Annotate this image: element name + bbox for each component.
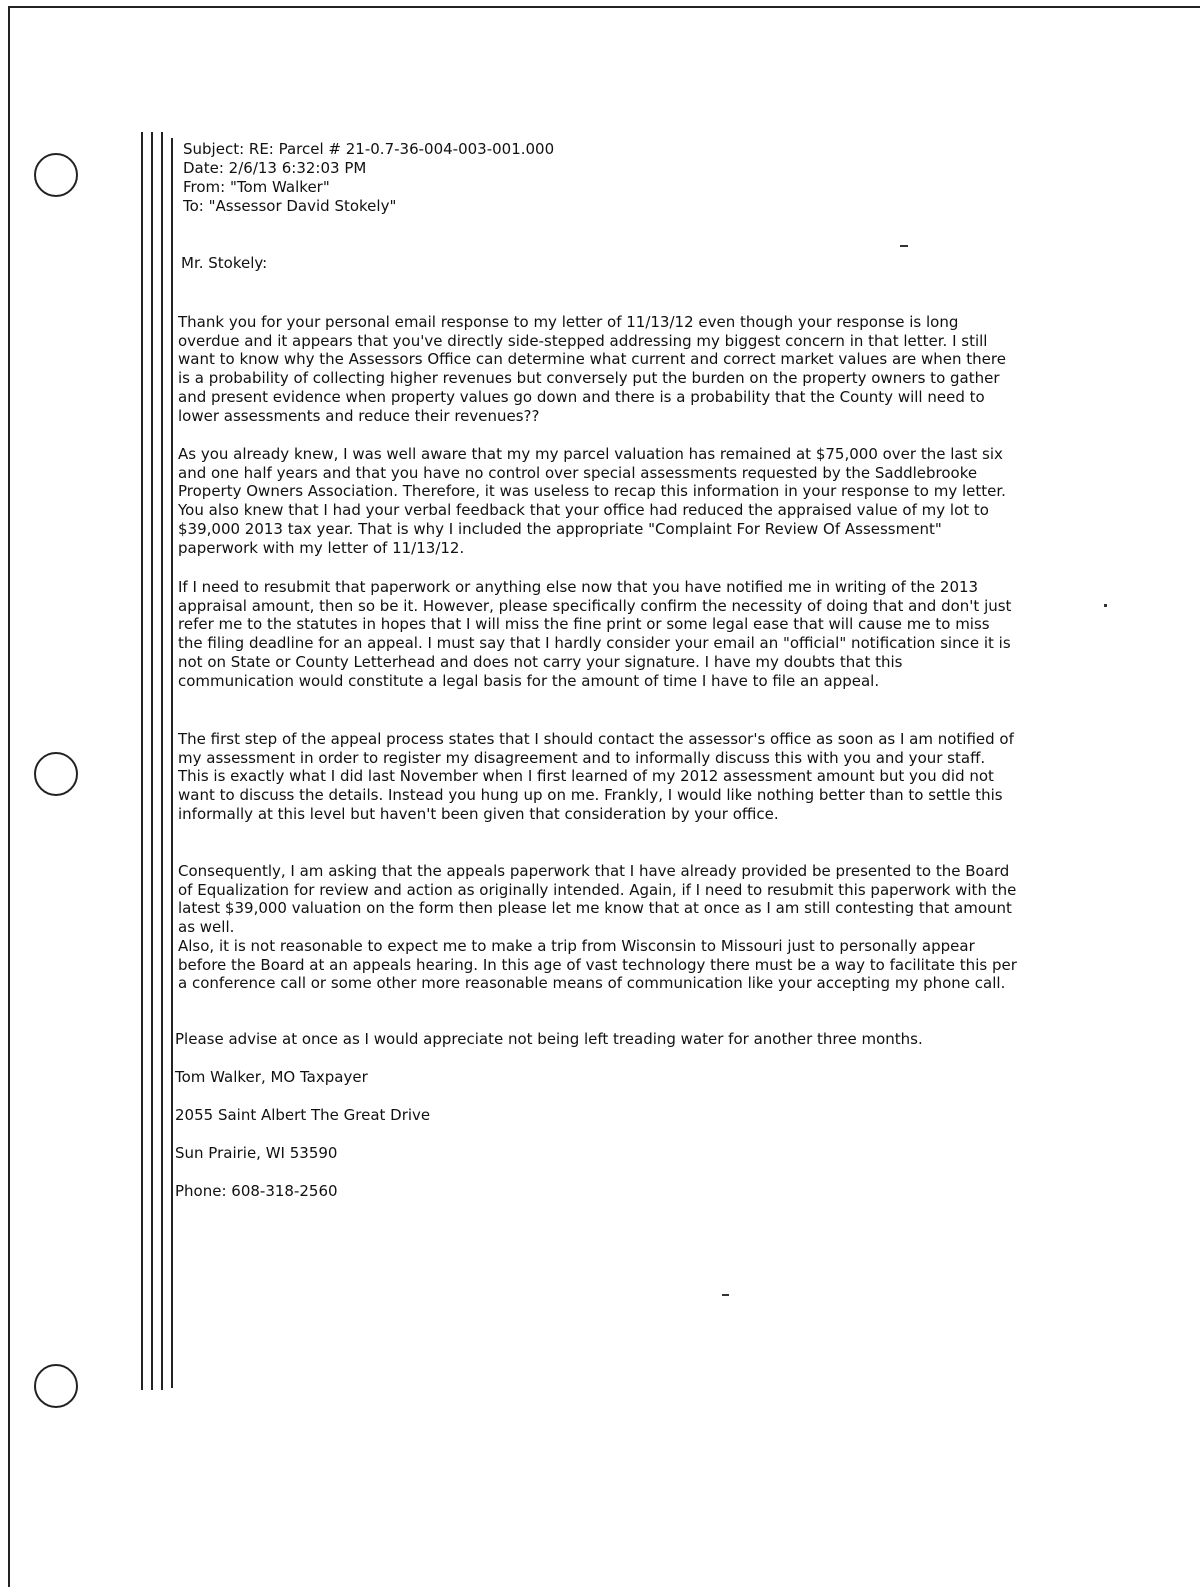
- paragraph-line: my assessment in order to register my disagreement and to informally discuss this with you and your staff.: [178, 748, 986, 767]
- closing-line: Please advise at once as I would appreciate not being left treading water for another three months.: [175, 1030, 923, 1048]
- paragraph-line: informally at this level but haven't been given that consideration by your office.: [178, 804, 779, 823]
- paragraph-2: [178, 445, 1078, 557]
- paragraph-line: paperwork with my letter of 11/13/12.: [178, 538, 465, 557]
- signature-street: 2055 Saint Albert The Great Drive: [175, 1106, 431, 1124]
- quote-rule-1: [141, 132, 143, 1390]
- paragraph-line: want to discuss the details. Instead you hung up on me. Frankly, I would like nothing better than to settle this: [178, 786, 1003, 805]
- paragraph-1: [178, 313, 1078, 425]
- paragraph-line: The first step of the appeal process states that I should contact the assessor's office as soon as I am notified of: [178, 730, 1014, 748]
- paragraph-3: [178, 578, 1078, 690]
- paragraph-line: want to know why the Assessors Office can determine what current and correct market values are when there: [178, 350, 1006, 369]
- paragraph-line: the filing deadline for an appeal. I must say that I hardly consider your email an "official" notification since it is: [178, 634, 1011, 653]
- scan-mark: [722, 1294, 729, 1296]
- paragraph-line: latest $39,000 valuation on the form then please let me know that at once as I am still contesting that amount: [178, 899, 1012, 918]
- quote-rule-2: [151, 132, 153, 1390]
- email-header: [183, 140, 554, 216]
- scan-mark: [1104, 604, 1107, 607]
- paragraph-line: is a probability of collecting higher revenues but conversely put the burden on the property owners to gather: [178, 369, 1000, 388]
- paragraph-line: appraisal amount, then so be it. However, please specifically confirm the necessity of doing that and don't just: [178, 596, 1012, 615]
- punch-hole-top: [34, 153, 78, 197]
- quote-rule-4: [171, 138, 173, 1388]
- paragraph-line: communication would constitute a legal basis for the amount of time I have to file an appeal.: [178, 671, 880, 690]
- email-from: From: "Tom Walker": [183, 178, 330, 196]
- paragraph-line: refer me to the statutes in hopes that I will miss the fine print or some legal ease that will cause me to miss: [178, 615, 990, 634]
- paragraph-line: of Equalization for review and action as originally intended. Again, if I need to resubmit this paperwork with the: [178, 880, 1017, 899]
- paragraph-line: and present evidence when property values go down and there is a probability that the County will need to: [178, 387, 985, 406]
- scan-mark: [900, 245, 908, 247]
- paragraph-line: This is exactly what I did last November when I first learned of my 2012 assessment amount but you did not: [178, 767, 994, 786]
- paragraph-line: as well.: [178, 918, 235, 937]
- signature-phone: Phone: 608-318-2560: [175, 1182, 338, 1200]
- paragraph-line: and one half years and that you have no control over special assessments requested by the Saddlebrooke: [178, 463, 978, 482]
- page-border-left: [8, 6, 10, 1587]
- paragraph-line: a conference call or some other more reasonable means of communication like your accepting my phone call.: [178, 974, 1006, 993]
- paragraph-line: overdue and it appears that you've directly side-stepped addressing my biggest concern in that letter. I still: [178, 331, 988, 350]
- paragraph-4: [178, 730, 1078, 824]
- paragraph-5: [178, 862, 1078, 993]
- paragraph-line: not on State or County Letterhead and does not carry your signature. I have my doubts that this: [178, 652, 903, 671]
- email-date: Date: 2/6/13 6:32:03 PM: [183, 159, 367, 177]
- email-to: To: "Assessor David Stokely": [183, 197, 397, 215]
- paragraph-line: You also knew that I had your verbal feedback that your office had reduced the appraised value of my lot to: [178, 501, 989, 520]
- paragraph-line: If I need to resubmit that paperwork or anything else now that you have notified me in writing of the 2013: [178, 578, 979, 596]
- paragraph-line: Also, it is not reasonable to expect me to make a trip from Wisconsin to Missouri just to personally appear: [178, 936, 975, 955]
- paragraph-line: Thank you for your personal email response to my letter of 11/13/12 even though your response is long: [178, 313, 959, 331]
- paragraph-line: before the Board at an appeals hearing. In this age of vast technology there must be a way to facilitate this per: [178, 955, 1017, 974]
- punch-hole-middle: [34, 752, 78, 796]
- punch-hole-bottom: [34, 1364, 78, 1408]
- signature-city: Sun Prairie, WI 53590: [175, 1144, 338, 1162]
- signature-name: Tom Walker, MO Taxpayer: [175, 1068, 368, 1086]
- paragraph-line: Property Owners Association. Therefore, it was useless to recap this information in your response to my letter.: [178, 482, 1006, 501]
- paragraph-line: $39,000 2013 tax year. That is why I included the appropriate "Complaint For Review Of Assessment": [178, 519, 942, 538]
- page-border-top: [8, 6, 1200, 8]
- salutation: Mr. Stokely:: [181, 254, 268, 272]
- quote-rule-3: [161, 132, 163, 1390]
- email-subject: Subject: RE: Parcel # 21-0.7-36-004-003-001.000: [183, 140, 555, 158]
- paragraph-line: lower assessments and reduce their revenues??: [178, 406, 540, 425]
- paragraph-line: Consequently, I am asking that the appeals paperwork that I have already provided be presented to the Board: [178, 862, 1010, 880]
- paragraph-line: As you already knew, I was well aware that my my parcel valuation has remained at $75,000 over the last six: [178, 445, 1003, 463]
